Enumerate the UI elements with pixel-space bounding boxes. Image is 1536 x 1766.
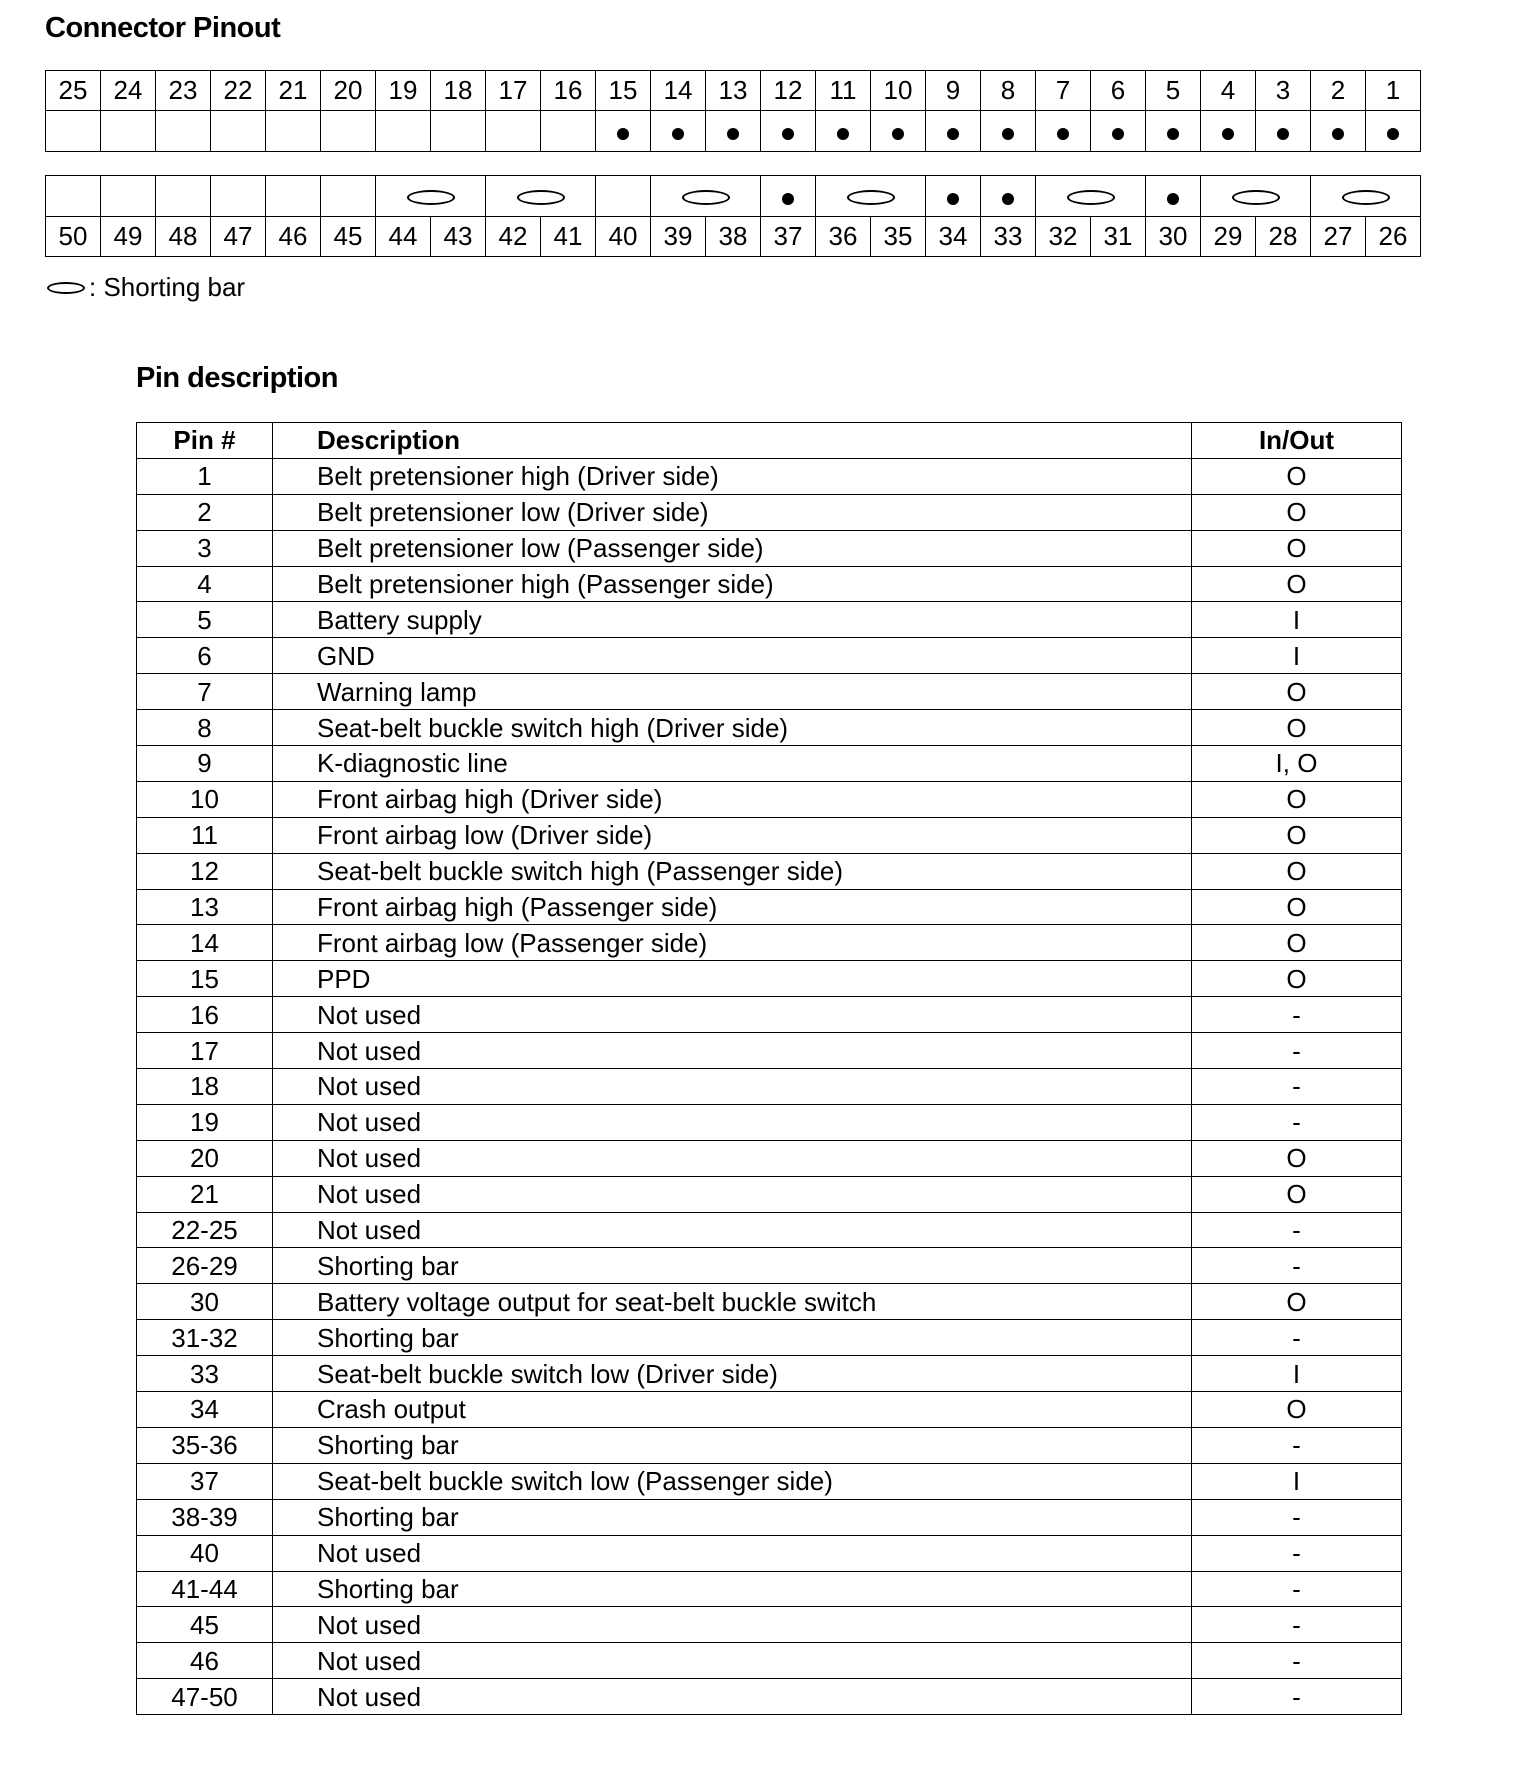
- table-row: [137, 889, 1402, 925]
- shorting-bar-icon: [682, 190, 730, 205]
- pin-mark-cell: [981, 176, 1036, 217]
- pin-number: 7: [137, 674, 273, 710]
- pin-mark-cell: [431, 111, 486, 152]
- pin-description: Battery supply: [273, 602, 1192, 638]
- pin-number: 8: [137, 710, 273, 746]
- pin-mark-cell: [926, 111, 981, 152]
- shorting-bar-icon: [47, 282, 85, 294]
- pin-number: 1: [137, 458, 273, 494]
- pin-number-cell: 34: [926, 217, 981, 257]
- table-row: [137, 1607, 1402, 1643]
- pin-inout: -: [1192, 1104, 1402, 1140]
- pin-number: 33: [137, 1356, 273, 1392]
- pin-mark-cell: [651, 111, 706, 152]
- used-pin-dot-icon: [1332, 128, 1344, 140]
- pin-number-cell: 41: [541, 217, 596, 257]
- pin-description: PPD: [273, 961, 1192, 997]
- pin-mark-cell: [211, 176, 266, 217]
- pin-inout: -: [1192, 1033, 1402, 1069]
- pin-number-cell: 2: [1311, 71, 1366, 111]
- pin-mark-cell: [46, 176, 101, 217]
- pin-mark-cell: [156, 176, 211, 217]
- pin-mark-cell: [101, 111, 156, 152]
- table-header-row: [137, 423, 1402, 459]
- used-pin-dot-icon: [1112, 128, 1124, 140]
- used-pin-dot-icon: [1222, 128, 1234, 140]
- pin-mark-cell: [156, 111, 211, 152]
- used-pin-dot-icon: [1277, 128, 1289, 140]
- pin-description: Not used: [273, 1643, 1192, 1679]
- used-pin-dot-icon: [1387, 128, 1399, 140]
- pin-number-cell: 22: [211, 71, 266, 111]
- pin-description: Not used: [273, 1535, 1192, 1571]
- pin-mark-cell: [1036, 111, 1091, 152]
- pin-number: 17: [137, 1033, 273, 1069]
- pin-inout: I: [1192, 1463, 1402, 1499]
- pin-description: Front airbag high (Driver side): [273, 781, 1192, 817]
- pin-number-cell: 19: [376, 71, 431, 111]
- pin-description: Shorting bar: [273, 1320, 1192, 1356]
- pin-inout: I: [1192, 1356, 1402, 1392]
- pin-inout: -: [1192, 997, 1402, 1033]
- pin-mark-cell: [266, 111, 321, 152]
- pin-inout: O: [1192, 674, 1402, 710]
- pin-number-cell: 11: [816, 71, 871, 111]
- table-row: [137, 1535, 1402, 1571]
- header-pin: Pin #: [137, 423, 273, 459]
- shorting-bar-icon: [1342, 190, 1390, 205]
- pin-number: 21: [137, 1176, 273, 1212]
- pin-number-cell: 3: [1256, 71, 1311, 111]
- pin-number-cell: 27: [1311, 217, 1366, 257]
- pin-number: 47-50: [137, 1679, 273, 1715]
- pin-inout: O: [1192, 566, 1402, 602]
- pin-number-cell: 26: [1366, 217, 1421, 257]
- pin-inout: O: [1192, 781, 1402, 817]
- table-row: [137, 602, 1402, 638]
- pin-mark-cell: [761, 176, 816, 217]
- pin-number-cell: 12: [761, 71, 816, 111]
- pin-mark-cell: [1311, 176, 1421, 217]
- table-row: [137, 458, 1402, 494]
- pin-mark-cell: [1201, 176, 1311, 217]
- pin-number: 26-29: [137, 1248, 273, 1284]
- pin-inout: -: [1192, 1069, 1402, 1105]
- pin-number-cell: 48: [156, 217, 211, 257]
- table-row: [137, 853, 1402, 889]
- table-row: [137, 961, 1402, 997]
- table-row: [137, 530, 1402, 566]
- pin-number: 46: [137, 1643, 273, 1679]
- pin-number: 16: [137, 997, 273, 1033]
- pin-mark-cell: [376, 176, 486, 217]
- pin-number: 19: [137, 1104, 273, 1140]
- table-row: [137, 746, 1402, 782]
- used-pin-dot-icon: [1002, 193, 1014, 205]
- pin-inout: -: [1192, 1248, 1402, 1284]
- table-row: [137, 1320, 1402, 1356]
- pin-description: Seat-belt buckle switch low (Driver side): [273, 1356, 1192, 1392]
- pin-description: Belt pretensioner high (Passenger side): [273, 566, 1192, 602]
- pin-number-cell: 43: [431, 217, 486, 257]
- pin-inout: O: [1192, 1392, 1402, 1428]
- pin-inout: -: [1192, 1427, 1402, 1463]
- pin-description: Seat-belt buckle switch high (Passenger side): [273, 853, 1192, 889]
- table-row: [137, 494, 1402, 530]
- pin-number: 4: [137, 566, 273, 602]
- shorting-bar-legend: [47, 272, 245, 303]
- pin-description: Front airbag low (Driver side): [273, 817, 1192, 853]
- pin-number: 30: [137, 1284, 273, 1320]
- shorting-bar-icon: [517, 190, 565, 205]
- pin-number: 40: [137, 1535, 273, 1571]
- pin-number-cell: 20: [321, 71, 376, 111]
- pin-inout: -: [1192, 1535, 1402, 1571]
- pin-inout: -: [1192, 1643, 1402, 1679]
- pin-inout: -: [1192, 1212, 1402, 1248]
- pin-inout: O: [1192, 1176, 1402, 1212]
- pin-description: Not used: [273, 1679, 1192, 1715]
- pin-description: Belt pretensioner low (Driver side): [273, 494, 1192, 530]
- pin-number: 35-36: [137, 1427, 273, 1463]
- used-pin-dot-icon: [947, 128, 959, 140]
- pin-number-cell: 38: [706, 217, 761, 257]
- pin-number-cell: 23: [156, 71, 211, 111]
- pin-description: Not used: [273, 1176, 1192, 1212]
- used-pin-dot-icon: [672, 128, 684, 140]
- pin-number-cell: 15: [596, 71, 651, 111]
- table-row: [137, 1356, 1402, 1392]
- table-row: [137, 1212, 1402, 1248]
- pin-mark-cell: [1311, 111, 1366, 152]
- pin-inout: I, O: [1192, 746, 1402, 782]
- pin-inout: O: [1192, 889, 1402, 925]
- pin-description: Warning lamp: [273, 674, 1192, 710]
- pin-inout: O: [1192, 530, 1402, 566]
- pin-number-cell: 42: [486, 217, 541, 257]
- pin-description: Not used: [273, 1607, 1192, 1643]
- pin-number-cell: 50: [46, 217, 101, 257]
- used-pin-dot-icon: [617, 128, 629, 140]
- pin-inout: -: [1192, 1499, 1402, 1535]
- pin-mark-cell: [926, 176, 981, 217]
- table-row: [137, 1643, 1402, 1679]
- pin-mark-cell: [321, 176, 376, 217]
- pin-inout: O: [1192, 494, 1402, 530]
- pin-mark-cell: [706, 111, 761, 152]
- table-row: [137, 1104, 1402, 1140]
- pin-number: 14: [137, 925, 273, 961]
- table-row: [137, 1284, 1402, 1320]
- pin-number: 20: [137, 1140, 273, 1176]
- pin-number-cell: 32: [1036, 217, 1091, 257]
- pin-number-cell: 46: [266, 217, 321, 257]
- used-pin-dot-icon: [782, 128, 794, 140]
- pin-number: 9: [137, 746, 273, 782]
- pin-mark-cell: [1036, 176, 1146, 217]
- pin-inout: -: [1192, 1571, 1402, 1607]
- pin-mark-cell: [1146, 111, 1201, 152]
- pin-mark-cell: [101, 176, 156, 217]
- pin-number-cell: 16: [541, 71, 596, 111]
- pin-description: Seat-belt buckle switch high (Driver side): [273, 710, 1192, 746]
- pin-inout: -: [1192, 1607, 1402, 1643]
- pin-number-cell: 14: [651, 71, 706, 111]
- table-row: [137, 638, 1402, 674]
- used-pin-dot-icon: [1167, 193, 1179, 205]
- pin-number: 18: [137, 1069, 273, 1105]
- pin-mark-cell: [1201, 111, 1256, 152]
- table-row: [137, 1571, 1402, 1607]
- pin-description: Shorting bar: [273, 1248, 1192, 1284]
- pin-mark-cell: [1146, 176, 1201, 217]
- pin-number: 37: [137, 1463, 273, 1499]
- pin-description: Not used: [273, 1212, 1192, 1248]
- pin-mark-cell: [486, 111, 541, 152]
- pin-mark-cell: [1256, 111, 1311, 152]
- used-pin-dot-icon: [727, 128, 739, 140]
- pin-mark-cell: [211, 111, 266, 152]
- pin-number-cell: 45: [321, 217, 376, 257]
- pin-number-cell: 10: [871, 71, 926, 111]
- table-row: [137, 817, 1402, 853]
- connector-row-lower: [45, 175, 1421, 257]
- pin-number-cell: 29: [1201, 217, 1256, 257]
- pin-number-cell: 28: [1256, 217, 1311, 257]
- used-pin-dot-icon: [782, 193, 794, 205]
- pin-mark-cell: [596, 111, 651, 152]
- pin-mark-cell: [816, 176, 926, 217]
- table-row: [137, 1069, 1402, 1105]
- pin-inout: O: [1192, 458, 1402, 494]
- pin-number-cell: 49: [101, 217, 156, 257]
- table-row: [137, 1176, 1402, 1212]
- pin-description: Front airbag high (Passenger side): [273, 889, 1192, 925]
- pin-inout: O: [1192, 710, 1402, 746]
- pin-inout: -: [1192, 1679, 1402, 1715]
- pin-number-cell: 8: [981, 71, 1036, 111]
- pin-mark-cell: [541, 111, 596, 152]
- table-row: [137, 710, 1402, 746]
- used-pin-dot-icon: [837, 128, 849, 140]
- pin-number: 41-44: [137, 1571, 273, 1607]
- pin-inout: O: [1192, 1140, 1402, 1176]
- pin-mark-cell: [1091, 111, 1146, 152]
- pin-description-title: Pin description: [136, 362, 338, 394]
- connector-pinout-title: Connector Pinout: [45, 12, 281, 44]
- pin-description: Not used: [273, 1069, 1192, 1105]
- table-row: [137, 781, 1402, 817]
- connector-row-upper: [45, 70, 1421, 152]
- pin-number-cell: 17: [486, 71, 541, 111]
- pin-number-cell: 24: [101, 71, 156, 111]
- table-row: [137, 1463, 1402, 1499]
- pin-mark-cell: [376, 111, 431, 152]
- used-pin-dot-icon: [1167, 128, 1179, 140]
- pin-number-cell: 35: [871, 217, 926, 257]
- table-row: [137, 1427, 1402, 1463]
- table-row: [137, 566, 1402, 602]
- pin-inout: I: [1192, 638, 1402, 674]
- pin-inout: -: [1192, 1320, 1402, 1356]
- pin-number-cell: 18: [431, 71, 486, 111]
- pin-number-cell: 7: [1036, 71, 1091, 111]
- pin-number-cell: 36: [816, 217, 871, 257]
- used-pin-dot-icon: [947, 193, 959, 205]
- pin-inout: O: [1192, 925, 1402, 961]
- pin-mark-cell: [1366, 111, 1421, 152]
- pin-description: Belt pretensioner high (Driver side): [273, 458, 1192, 494]
- used-pin-dot-icon: [892, 128, 904, 140]
- pin-mark-cell: [486, 176, 596, 217]
- shorting-bar-icon: [847, 190, 895, 205]
- table-row: [137, 1392, 1402, 1428]
- pin-description: Shorting bar: [273, 1571, 1192, 1607]
- table-row: [137, 1679, 1402, 1715]
- pin-description: Battery voltage output for seat-belt buckle switch: [273, 1284, 1192, 1320]
- pin-number-cell: 40: [596, 217, 651, 257]
- pin-number-cell: 25: [46, 71, 101, 111]
- pin-number: 31-32: [137, 1320, 273, 1356]
- pin-number: 11: [137, 817, 273, 853]
- pin-number-cell: 33: [981, 217, 1036, 257]
- pin-mark-cell: [596, 176, 651, 217]
- table-row: [137, 1499, 1402, 1535]
- table-row: [137, 997, 1402, 1033]
- pin-inout: O: [1192, 817, 1402, 853]
- shorting-bar-icon: [407, 190, 455, 205]
- pin-number-cell: 47: [211, 217, 266, 257]
- pin-inout: O: [1192, 961, 1402, 997]
- used-pin-dot-icon: [1002, 128, 1014, 140]
- pin-description: Not used: [273, 1033, 1192, 1069]
- header-inout: In/Out: [1192, 423, 1402, 459]
- pin-description: K-diagnostic line: [273, 746, 1192, 782]
- pin-number: 13: [137, 889, 273, 925]
- pin-mark-cell: [761, 111, 816, 152]
- pin-description: Shorting bar: [273, 1499, 1192, 1535]
- pin-number: 6: [137, 638, 273, 674]
- table-row: [137, 1248, 1402, 1284]
- header-description: Description: [273, 423, 1192, 459]
- table-row: [137, 925, 1402, 961]
- table-row: [137, 1033, 1402, 1069]
- pin-number-cell: 5: [1146, 71, 1201, 111]
- table-row: [137, 674, 1402, 710]
- table-row: [137, 1140, 1402, 1176]
- pin-number-cell: 4: [1201, 71, 1256, 111]
- pin-number-cell: 30: [1146, 217, 1201, 257]
- pin-mark-cell: [981, 111, 1036, 152]
- pin-description: Belt pretensioner low (Passenger side): [273, 530, 1192, 566]
- legend-label: : Shorting bar: [89, 272, 246, 302]
- pin-number: 2: [137, 494, 273, 530]
- pin-mark-cell: [266, 176, 321, 217]
- pin-mark-cell: [651, 176, 761, 217]
- pin-number: 22-25: [137, 1212, 273, 1248]
- pin-number-cell: 13: [706, 71, 761, 111]
- pin-number-cell: 31: [1091, 217, 1146, 257]
- pin-number-cell: 21: [266, 71, 321, 111]
- pin-number: 10: [137, 781, 273, 817]
- pin-mark-cell: [321, 111, 376, 152]
- pin-description: Not used: [273, 997, 1192, 1033]
- pin-number: 15: [137, 961, 273, 997]
- pin-description: GND: [273, 638, 1192, 674]
- pin-number: 45: [137, 1607, 273, 1643]
- pin-description: Seat-belt buckle switch low (Passenger side): [273, 1463, 1192, 1499]
- pin-inout: I: [1192, 602, 1402, 638]
- shorting-bar-icon: [1232, 190, 1280, 205]
- pin-number-cell: 39: [651, 217, 706, 257]
- pin-description-table: [136, 422, 1402, 1715]
- pin-mark-cell: [816, 111, 871, 152]
- pin-number-cell: 1: [1366, 71, 1421, 111]
- pin-description: Front airbag low (Passenger side): [273, 925, 1192, 961]
- pin-description: Shorting bar: [273, 1427, 1192, 1463]
- pin-number: 12: [137, 853, 273, 889]
- pin-number: 34: [137, 1392, 273, 1428]
- pin-inout: O: [1192, 853, 1402, 889]
- pin-description: Crash output: [273, 1392, 1192, 1428]
- pin-number-cell: 37: [761, 217, 816, 257]
- pin-description: Not used: [273, 1104, 1192, 1140]
- pin-number: 5: [137, 602, 273, 638]
- pin-number-cell: 6: [1091, 71, 1146, 111]
- pin-number-cell: 9: [926, 71, 981, 111]
- pin-number: 3: [137, 530, 273, 566]
- pin-mark-cell: [871, 111, 926, 152]
- pin-mark-cell: [46, 111, 101, 152]
- pin-number: 38-39: [137, 1499, 273, 1535]
- used-pin-dot-icon: [1057, 128, 1069, 140]
- pin-inout: O: [1192, 1284, 1402, 1320]
- pin-description: Not used: [273, 1140, 1192, 1176]
- pin-number-cell: 44: [376, 217, 431, 257]
- shorting-bar-icon: [1067, 190, 1115, 205]
